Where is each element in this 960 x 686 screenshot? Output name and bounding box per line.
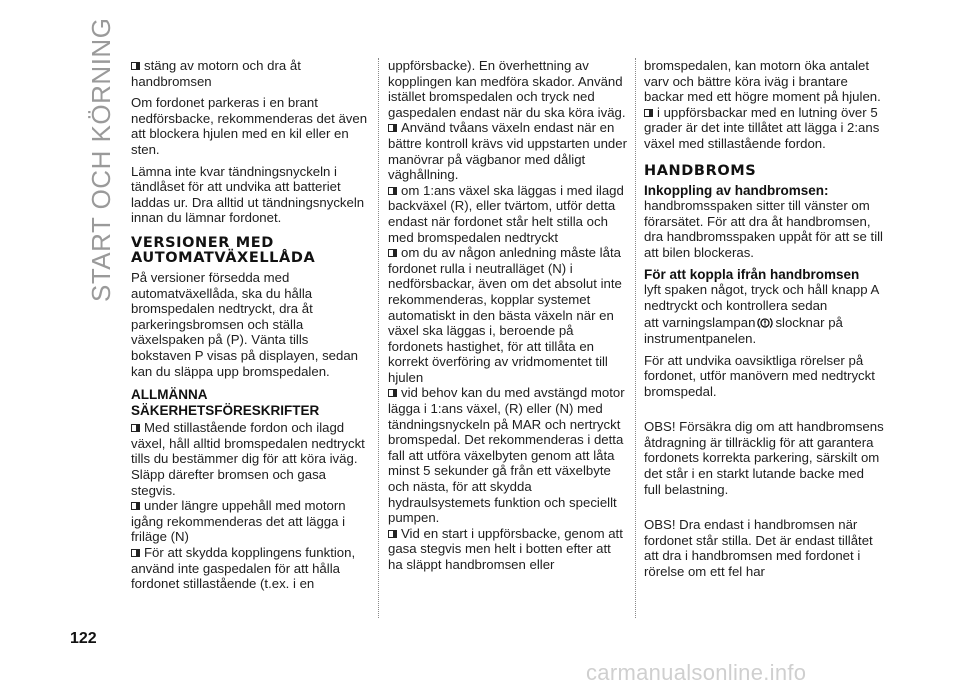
paragraph: OBS! Dra endast i handbromsen när fordonet står stilla. Det är endast tillåtet att dra i handbromsen med fordonet i rörelse om ett fel har [644, 517, 873, 580]
bullet-icon [644, 109, 653, 117]
section-heading: VERSIONER MED AUTOMATVÄXELLÅDA [131, 234, 316, 266]
bullet-item [388, 245, 628, 385]
bullet-icon [388, 249, 397, 257]
bullet-item [388, 385, 628, 525]
brake-warning-lamp-icon [757, 317, 773, 329]
paragraph: bromspedalen, kan motorn öka antalet varv och bättre köra iväg i brantare backar med ett högre moment på hjulen. [644, 58, 881, 105]
subheading: För att koppla ifrån handbromsen [644, 266, 860, 282]
paragraph: handbromsspaken sitter till vänster om förarsätet. För att dra åt handbromsen, dra handbromsspaken uppåt för att se till att bilen blockeras. [644, 198, 883, 260]
paragraph: På versioner försedda med automatväxellåda, ska du hålla bromspedalen nedtryckt, dra åt parkeringsbromsen och ställa växelspaken på (P). Vänta tills bokstaven P visas på displayen, sedan kan du släppa upp bromspedalen. [131, 269, 359, 379]
column-divider [378, 58, 379, 618]
paragraph-text: att varningslampan [644, 315, 756, 331]
bullet-text: Använd tvåans växeln endast när en bättre kontroll krävs vid uppstarten under manövrar på vägbanor med dåligt väghållning. [388, 120, 627, 183]
bullet-item [388, 526, 628, 573]
paragraph: Om fordonet parkeras i en brant nedförsbacke, rekommenderas det även att blockera hjulen med en kil eller en sten. [131, 95, 368, 157]
section-side-title [86, 17, 116, 302]
bullet-text: Vid en start i uppförsbacke, genom att gasa stegvis men helt i botten efter att ha släppt handbromsen eller [388, 525, 623, 572]
paragraph: uppförsbacke). En överhettning av kopplingen kan medföra skador. Använd istället bromspedalen och tryck ned gaspedalen endast när du ska köra iväg. [388, 58, 626, 120]
bullet-text: För att skydda kopplingens funktion, använd inte gaspedalen för att hålla fordonet stillastående (t.ex. i en [131, 545, 356, 592]
column-divider [635, 58, 636, 618]
text-column-1 [131, 58, 371, 592]
bullet-text: Med stillastående fordon och ilagd växel, håll alltid bromspedalen nedtryckt tills du bestämmer dig för att köra iväg. Släpp därefter bromsen och gasa stegvis. [131, 420, 365, 498]
bullet-text: om 1:ans växel ska läggas i med ilagd backväxel (R), eller tvärtom, utför detta endast när fordonet står helt stilla och med bromspedalen nedtryckt [388, 182, 624, 245]
bullet-text: under längre uppehåll med motorn igång rekommenderas det att lägga i friläge (N) [131, 498, 346, 545]
paragraph: Lämna inte kvar tändningsnyckeln i tändlåset för att undvika att batteriet laddas ur. Dra alltid ut tändningsnyckeln innan du lämnar fordonet. [131, 163, 365, 226]
bullet-icon [388, 530, 397, 538]
section-heading: HANDBROMS [644, 162, 757, 179]
bullet-icon [131, 549, 140, 557]
bullet-icon [388, 389, 397, 397]
bullet-text: vid behov kan du med avstängd motor lägga i 1:ans växel, (R) eller (N) med tändningsnyckeln på MAR och nertryckt bromspedal. Det rekommenderas i detta fall att utföra växelbyten genom att låta minst 5 sekunder gå från ett växelbyte och nästa, för att skydda hydraulsystemets funktion och speciellt pumpen. [388, 385, 625, 526]
text-column-3 [644, 58, 884, 586]
paragraph-text: slocknar på instrumentpanelen. [644, 315, 843, 346]
bullet-item [388, 120, 628, 182]
paragraph: lyft spaken något, tryck och håll knapp A nedtryckt och kontrollera sedan [644, 282, 879, 313]
bullet-item [131, 498, 371, 545]
bullet-icon [131, 502, 140, 510]
bullet-text: om du av någon anledning måste låta fordonet rulla i neutralläget (N) i nedförsbackar, även om det absolut inte rekommenderas, kopplar systemet automatiskt in den bästa växeln när en växel ska läggas i, beroende på fordonets hastighet, för att tillåta en korrekt överföring av vridmomentet till hjulen [388, 245, 622, 385]
bullet-item [388, 183, 628, 245]
section-side-title-text: START OCH KÖRNING [86, 17, 116, 302]
paragraph [644, 315, 884, 346]
bullet-icon [131, 62, 140, 70]
paragraph: OBS! Försäkra dig om att handbromsens åtdragning är tillräcklig för att garantera fordonets korrekta parkering, särskilt om det står i en starkt lutande backe med full belastning. [644, 419, 884, 497]
bullet-icon [388, 124, 397, 132]
bullet-item [131, 58, 371, 89]
page-number: 122 [70, 630, 97, 647]
bullet-item [131, 545, 371, 592]
bullet-icon [388, 187, 397, 195]
bullet-icon [131, 424, 140, 432]
watermark: carmanualsonline.info [586, 660, 807, 685]
bullet-item [644, 105, 884, 152]
bullet-text: stäng av motorn och dra åt handbromsen [131, 58, 301, 89]
text-column-2 [388, 58, 628, 573]
paragraph: För att undvika oavsiktliga rörelser på fordonet, utför manövern med nedtryckt bromspedal. [644, 352, 875, 399]
bullet-text: i uppförsbackar med en lutning över 5 grader är det inte tillåtet att lägga i 2:ans växel med stillastående fordon. [644, 104, 880, 151]
bullet-item [131, 420, 371, 498]
subheading: Inkoppling av handbromsen: [644, 182, 829, 198]
section-heading: ALLMÄNNA SÄKERHETSFÖRESKRIFTER [131, 387, 320, 418]
